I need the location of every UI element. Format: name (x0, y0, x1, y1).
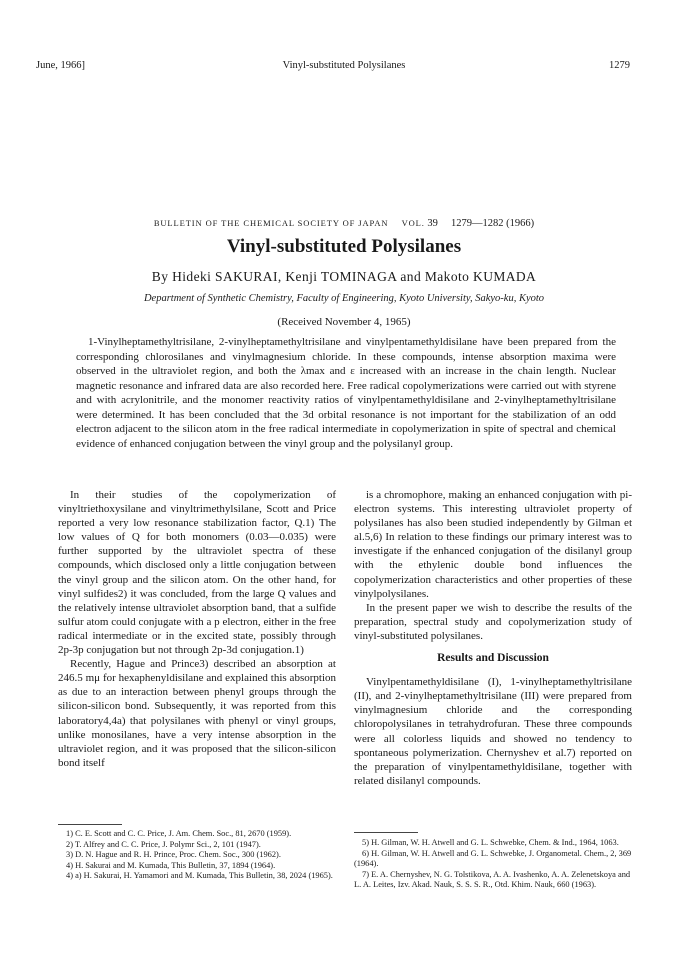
journal-name: BULLETIN OF THE CHEMICAL SOCIETY OF JAPAN (153, 218, 389, 228)
journal-pages: 1279—1282 (1966) (451, 218, 535, 229)
section-heading: Results and Discussion (437, 652, 549, 665)
journal-line (0, 218, 688, 229)
received-date: (Received November 4, 1965) (277, 316, 411, 328)
volume-number: 39 (427, 218, 438, 229)
body-paragraph: In their studies of the copolymerization of vinyltriethoxysilane and vinyltrimethylsilane, Scott and Price reported a very low resonance stabilization factor, Q.1) The low values of Q for both monomers (0.03—0.035) were further supported by the ultraviolet spectra of these compounds, which disclosed only a little conjugation between the vinyl group and the silicon atom. On the other hand, for vinyl sulfides2) it was concluded, from the large Q values and the relatively intense ultraviolet absorption band, that a sulfide sulfur atom could conjugate with a p electron, either in the free radical intermediate or in the excited state, possibly through 2p-3p conjugation but not through 2p-3d conjugation.1) (58, 489, 336, 657)
body-paragraph: Vinylpentamethyldisilane (I), 1-vinylheptamethyltrisilane (II), and 2-vinylheptamethyltrisilane (III) were prepared from vinylmagnesium chloride and the corresponding chloropolysilanes in tetrahydrofuran. These three compounds were all colorless liquids and showed no tendency to spontaneous polymerization. Chernyshev et al.7) reported on the preparation of vinylpentamethyldisilane, together with related disilanyl compounds. (354, 676, 632, 787)
footnote: 4) H. Sakurai and M. Kumada, This Bulletin, 37, 1894 (1964). (66, 860, 276, 870)
left-column (58, 488, 336, 770)
footnote: 4) a) H. Sakurai, H. Yamamori and M. Kumada, This Bulletin, 38, 2024 (1965). (66, 871, 333, 881)
footnote: 7) E. A. Chernyshev, N. G. Tolstikova, A. A. Ivashenko, A. A. Zelenetskoya and L. A. Leites, Izv. Akad. Nauk, S. S. S. R., Otd. Khim. Nauk, 660 (1963). (354, 869, 631, 890)
body-paragraph: is a chromophore, making an enhanced conjugation with pi-electron systems. This interesting ultraviolet property of polysilanes has also been studied independently by Gilman et al.5,6) In relation to these findings our primary interest was to investigate if the enhanced conjugation of the disilanyl group with the ethylenic double bond influences the copolymerization characteristics and other properties of these vinylpolysilanes. (354, 489, 632, 600)
footnote: 3) D. N. Hague and R. H. Prince, Proc. Chem. Soc., 300 (1962). (66, 850, 281, 860)
body-paragraph: Recently, Hague and Prince3) described an absorption at 246.5 mμ for hexaphenyldisilane and explained this absorption as due to an interaction between phenyl groups through the silicon-silicon bond. Subsequently, it was reported from this laboratory4,4a) that polysilanes with phenyl or vinyl groups, unlike monosilanes, have a very intense absorption in the ultraviolet region, and it was proposed that the silicon-silicon bond itself (58, 658, 336, 769)
footnote-rule (58, 824, 122, 825)
affiliation: Department of Synthetic Chemistry, Faculty of Engineering, Kyoto University, Sakyo-ku, Kyoto (143, 293, 545, 304)
volume-label: VOL. (401, 218, 425, 228)
running-header-title: Vinyl-substituted Polysilanes (282, 60, 406, 71)
right-column (354, 488, 632, 788)
page-number: 1279 (609, 60, 630, 71)
running-header-date: June, 1966] (36, 60, 85, 71)
footnote: 5) H. Gilman, W. H. Atwell and G. L. Schwebke, Chem. & Ind., 1964, 1063. (362, 838, 619, 847)
footnote: 2) T. Alfrey and C. C. Price, J. Polymr Sci., 2, 101 (1947). (66, 839, 261, 849)
paper-title: Vinyl-substituted Polysilanes (226, 236, 462, 257)
authors: By Hideki SAKURAI, Kenji TOMINAGA and Makoto KUMADA (151, 269, 537, 284)
footnote: 1) C. E. Scott and C. C. Price, J. Am. Chem. Soc., 81, 2670 (1959). (66, 829, 292, 838)
footnote-rule (354, 832, 418, 833)
footnotes-right (354, 838, 632, 891)
abstract: 1-Vinylheptamethyltrisilane, 2-vinylheptamethyltrisilane and vinylpentamethyldisilane have been prepared from the corresponding chlorosilanes and vinylmagnesium chloride. In these compounds, intense absorption maxima were observed in the ultraviolet region, and both the λmax and ε increased with an increase in the chain length. Nuclear magnetic resonance and infrared data are also recorded here. Free radical copolymerizations were carried out with styrene and with acrylonitrile, and the monomer reactivity ratios of vinylpentamethyldisilane and 2-vinylheptamethyltrisilane were determined. It has been concluded that the 3d orbital resonance is not important for the stabilization of an odd electron adjacent to the silicon atom in the free radical intermediate in copolymerization in spite of spectral and chemical evidence of enhanced conjugation between the vinyl group and the polysilanyl group. (76, 336, 616, 450)
footnotes-left (58, 829, 336, 882)
footnote: 6) H. Gilman, W. H. Atwell and G. L. Schwebke, J. Organometal. Chem., 2, 369 (1964). (354, 848, 632, 869)
body-paragraph: In the present paper we wish to describe the results of the preparation, spectral study and copolymerization study of vinyl-substituted polysilanes. (354, 601, 632, 642)
